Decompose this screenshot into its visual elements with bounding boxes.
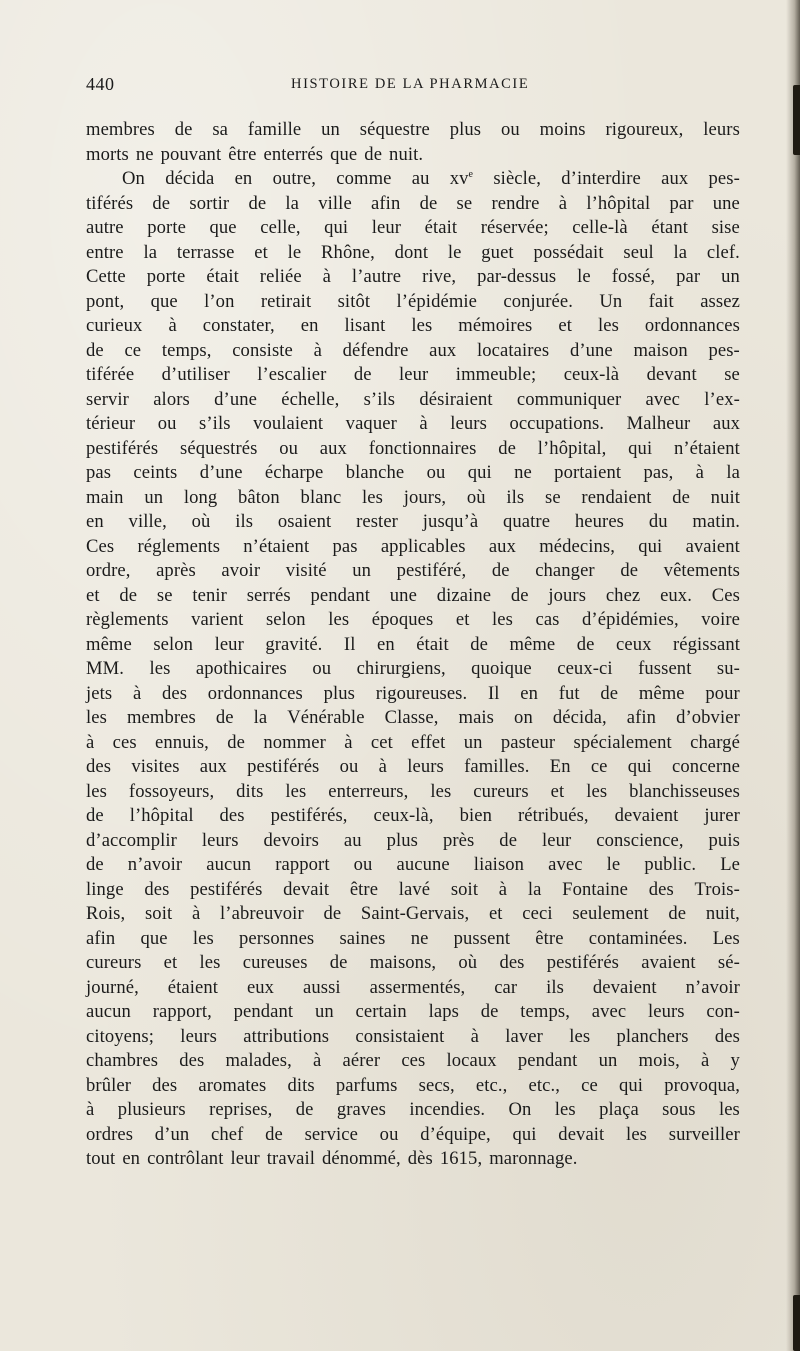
text-line: de n’avoir aucun rapport ou aucune liaison avec le public. Le [86,854,740,875]
text-line: en ville, où ils osaient rester jusqu’à quatre heures du matin. [86,511,740,532]
text-line: entre la terrasse et le Rhône, dont le guet possédait seul la clef. [86,241,740,263]
text-line: pont, que l’on retirait sitôt l’épidémie conjurée. Un fait assez [86,290,740,312]
page-edge-shadow [786,0,800,1351]
text-line: curieux à constater, en lisant les mémoires et les ordonnances [86,315,740,336]
text-line: de l’hôpital des pestiférés, ceux-là, bien rétribués, devaient jurer [86,805,740,826]
page-edge-mark [793,85,800,155]
text-line: linge des pestiférés devait être lavé soit à la Fontaine des Trois- [86,878,740,900]
text-line: règlements varient selon les époques et les cas d’épidémies, voire [86,609,740,630]
text-line: brûler des aromates dits parfums secs, etc., etc., ce qui provoqua, [86,1074,740,1096]
text-line: cureurs et les cureuses de maisons, où des pestiférés avaient sé- [86,952,740,973]
text-line: des visites aux pestiférés ou à leurs familles. En ce qui concerne [86,756,740,777]
text-line: tiférés de sortir de la ville afin de se rendre à l’hôpital par une [86,192,740,214]
text-line: même selon leur gravité. Il en était de même de ceux régissant [86,633,740,655]
text-line: membres de sa famille un séquestre plus ou moins rigoureux, leurs [86,119,740,140]
text-line: pas ceints d’une écharpe blanche ou qui ne portaient pas, à la [86,462,740,483]
text-line: MM. les apothicaires ou chirurgiens, quoique ceux-ci fussent su- [86,658,740,679]
body-text [86,118,740,1172]
text-line: de ce temps, consiste à défendre aux locataires d’une maison pes- [86,339,740,361]
text-line: les membres de la Vénérable Classe, mais on décida, afin d’obvier [86,707,740,728]
text-line: morts ne pouvant être enterrés que de nuit. [86,143,424,165]
text-line: Cette porte était reliée à l’autre rive, par-dessus le fossé, par un [86,266,740,287]
text-line: autre porte que celle, qui leur était réservée; celle-là étant sise [86,217,740,238]
page-number: 440 [86,74,115,94]
running-title: HISTOIRE DE LA PHARMACIE [291,76,530,92]
text-line: On décida en outre, comme au $xv^e$ siècle, d’interdire aux pes- [122,168,740,189]
text-line: afin que les personnes saines ne pussent être contaminées. Les [86,927,740,949]
page-edge-mark [793,1295,800,1351]
text-line: térieur ou s’ils voulaient vaquer à leurs occupations. Malheur aux [86,413,740,434]
text-line: d’accomplir leurs devoirs au plus près de leur conscience, puis [86,829,740,851]
text-line: tiférée d’utiliser l’escalier de leur immeuble; ceux-là devant se [86,364,740,385]
text-line: à ces ennuis, de nommer à cet effet un pasteur spécialement chargé [86,731,740,753]
text-line: aucun rapport, pendant un certain laps de temps, avec leurs con- [86,1001,740,1022]
text-line: ordre, après avoir visité un pestiféré, de changer de vêtements [86,560,740,581]
text-line: Rois, soit à l’abreuvoir de Saint-Gervais, et ceci seulement de nuit, [86,903,740,924]
text-line: et de se tenir serrés pendant une dizaine de jours chez eux. Ces [86,584,740,606]
text-line: jets à des ordonnances plus rigoureuses. Il en fut de même pour [86,682,740,704]
text-line: pestiférés séquestrés ou aux fonctionnaires de l’hôpital, qui n’étaient [86,437,740,459]
text-line: à plusieurs reprises, de graves incendies. On les plaça sous les [86,1099,740,1120]
text-line: les fossoyeurs, dits les enterreurs, les cureurs et les blanchisseuses [86,780,740,802]
text-line: journé, étaient eux aussi assermentés, car ils devaient n’avoir [86,976,740,998]
running-head [86,74,740,96]
text-line: citoyens; leurs attributions consistaient à laver les planchers des [86,1025,740,1047]
text-line: tout en contrôlant leur travail dénommé, dès 1615, maronnage. [86,1148,578,1169]
text-line: main un long bâton blanc les jours, où ils se rendaient de nuit [86,486,740,508]
text-line: Ces réglements n’étaient pas applicables aux médecins, qui avaient [86,535,740,557]
text-line: servir alors d’une échelle, s’ils désiraient communiquer avec l’ex- [86,388,740,410]
text-line: chambres des malades, à aérer ces locaux pendant un mois, à y [86,1050,740,1071]
text-line: ordres d’un chef de service ou d’équipe, qui devait les surveiller [86,1123,740,1145]
